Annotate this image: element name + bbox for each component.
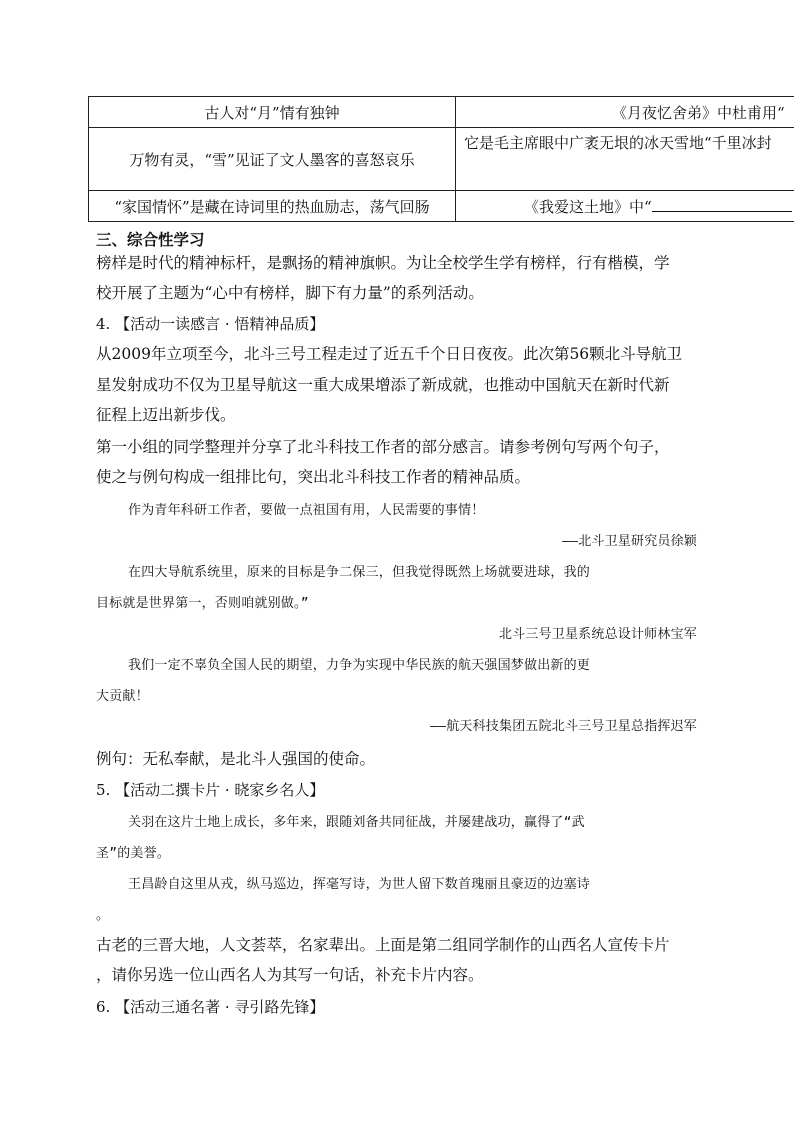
quote-source: ——北斗卫星研究员徐颖 [562,534,697,549]
card-text: 圣”的美誉。 [96,846,171,861]
paragraph-line: 校开展了主题为“心中有榜样，脚下有力量”的系列活动。 [96,284,484,302]
quote-source: 北斗三号卫星系统总设计师林宝军 [498,627,697,642]
quote-source: ——航天科技集团五院北斗三号卫星总指挥迟军 [430,719,697,734]
quote-text: 目标就是世界第一，否则咱就别做。” [96,596,309,611]
quote-text: 大贡献！ [96,689,149,704]
paragraph-line: 第一小组的同学整理并分享了北斗科技工作者的部分感言。请参考例句写两个句子， [96,438,670,456]
table-cell-text: 《我爱这土地》中“ [524,197,652,216]
table-cell [456,191,794,222]
table-cell: 万物有灵，“雪”见证了文人墨客的喜怒哀乐 [89,128,456,191]
table-row [89,97,794,128]
paragraph-line: ，请你另选一位山西名人为其写一句话，补充卡片内容。 [96,966,484,984]
table-cell-text: 《月夜忆舍弟》中杜甫用“ [612,103,785,122]
section-heading: 三、综合性学习 [96,230,205,249]
table-row [89,191,794,222]
table-cell [456,97,794,128]
paragraph-line: 星发射成功不仅为卫星导航这一重大成果增添了新成就，也推动中国航天在新时代新 [96,376,670,394]
question-6-title: 6. 【活动三通名著 · 寻引路先锋】 [96,998,325,1016]
table-cell: 古人对“月”情有独钟 [89,97,456,128]
quote-text: 作为青年科研工作者，要做一点祖国有用，人民需要的事情！ [128,503,485,518]
paragraph-line: 征程上迈出新步伐。 [96,406,236,424]
question-4-title: 4. 【活动一读感言 · 悟精神品质】 [96,315,325,333]
card-text: 。 [96,908,110,923]
paragraph-line: 使之与例句构成一组排比句，突出北斗科技工作者的精神品质。 [96,468,531,486]
example-sentence: 例句：无私奉献，是北斗人强国的使命。 [96,750,376,768]
paragraph-line: 榜样是时代的精神标杆，是飘扬的精神旗帜。为让全校学生学有榜样，行有楷模，学 [96,254,670,272]
table-cell: “家国情怀”是藏在诗词里的热血励志，荡气回肠 [89,191,456,222]
paragraph-line: 古老的三晋大地，人文荟萃，名家辈出。上面是第二组同学制作的山西名人宣传卡片 [96,936,670,954]
table-row [89,128,794,191]
poetry-table [88,96,794,222]
answer-blank[interactable] [652,197,792,212]
quote-text: 在四大导航系统里，原来的目标是争二保三，但我觉得既然上场就要进球，我的 [128,565,591,580]
quote-text: 我们一定不辜负全国人民的期望，力争为实现中华民族的航天强国梦做出新的更 [128,658,591,673]
card-text: 王昌龄自这里从戎，纵马巡边，挥毫写诗，为世人留下数首瑰丽且豪迈的边塞诗 [128,877,591,892]
paragraph-line: 从2009年立项至今，北斗三号工程走过了近五千个日日夜夜。此次第56颗北斗导航卫 [96,345,683,363]
question-5-title: 5. 【活动二撰卡片 · 晓家乡名人】 [96,781,325,799]
card-text: 关羽在这片土地上成长，多年来，跟随刘备共同征战，并屡建战功，赢得了“武 [128,815,585,830]
table-cell: 它是毛主席眼中广袤无垠的冰天雪地“千里冰封 [456,128,794,191]
